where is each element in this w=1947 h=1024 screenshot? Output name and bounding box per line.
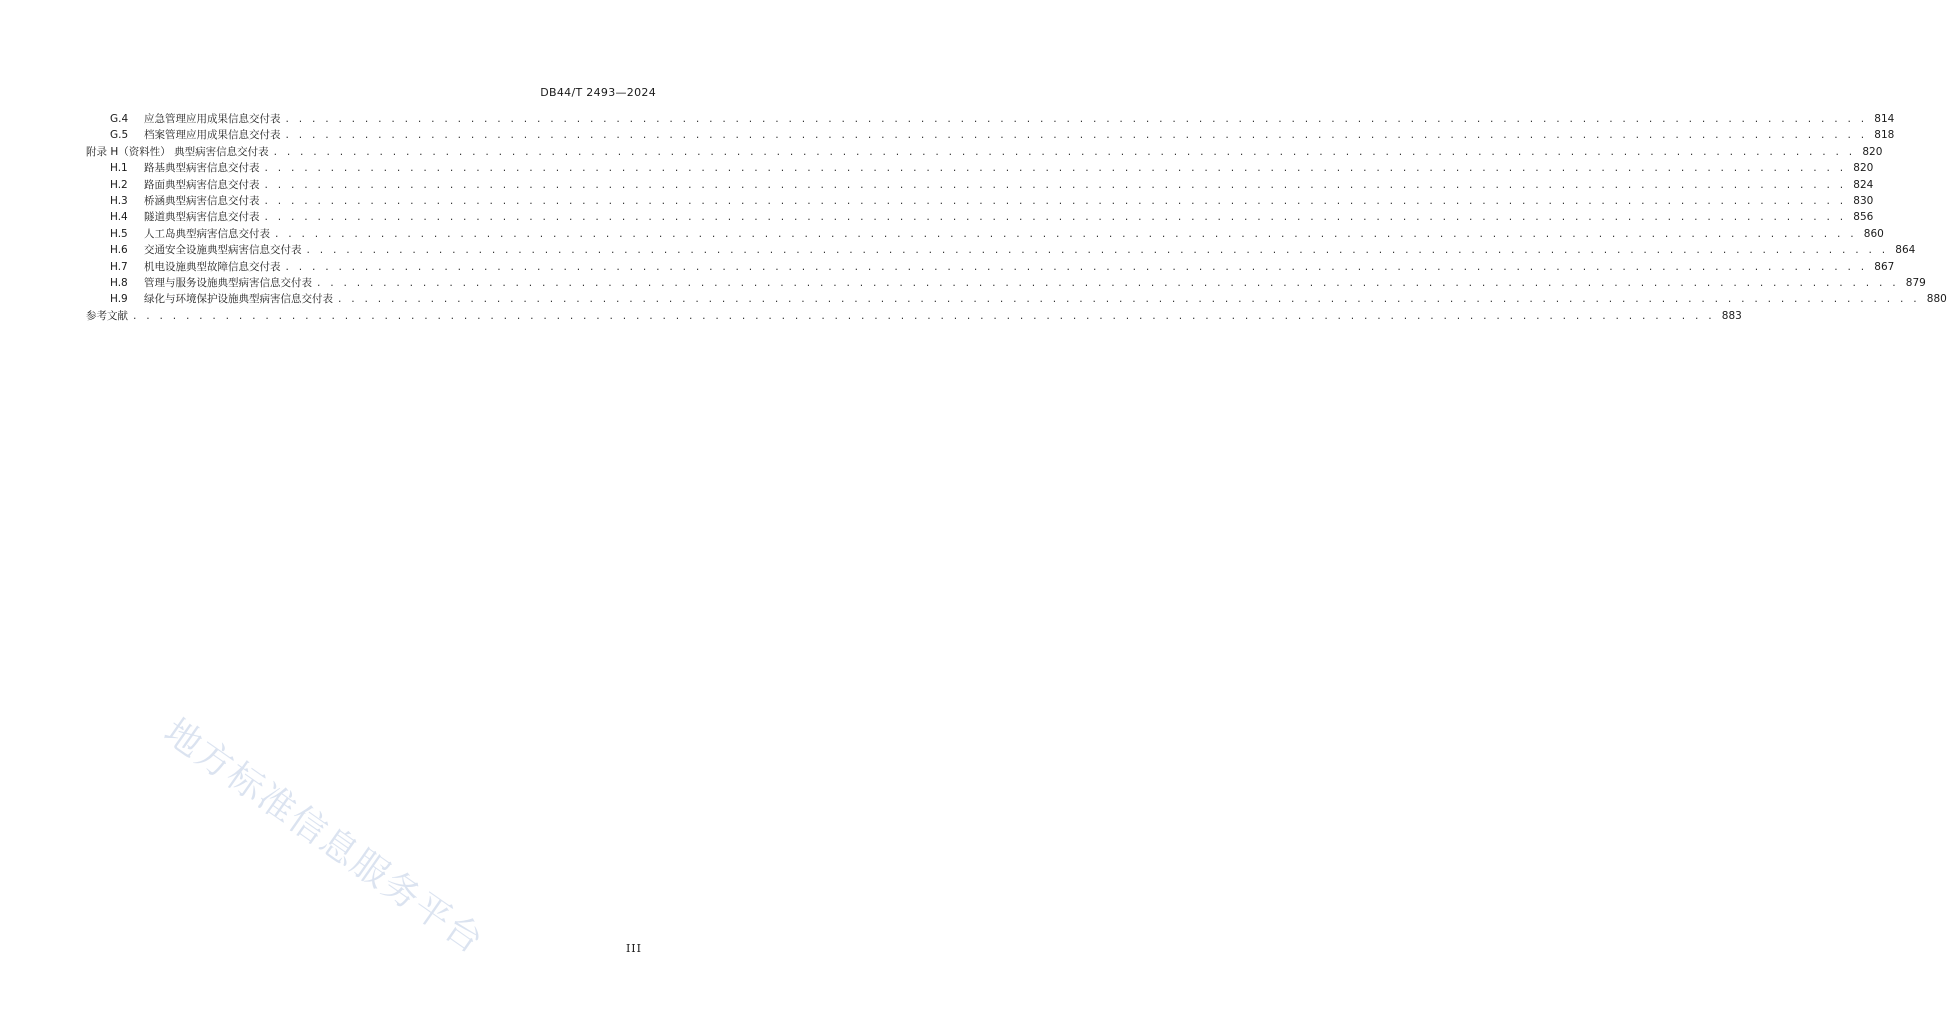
toc-leader-dots: . . . . . . . . . . . . . . . . . . . . . . . . . . . . . . . . . . . . . . . . . . . . . . . . . . . . . . . . . . . . . . . . . . . . . . . . . . . . . . . . . . . . . . . . . . . . . . . . . . . . . . . . . . . . . . . . . . . . . . . . [305,246,1888,257]
table-of-contents [86,111,1947,324]
toc-entry[interactable] [86,275,1926,291]
toc-entry[interactable] [86,177,1874,193]
toc-entry-number: H.2 [110,178,128,191]
toc-entry-title: 参考文献 [86,309,128,322]
toc-entry-title: 隧道典型病害信息交付表 [144,211,260,224]
toc-leader-dots: . . . . . . . . . . . . . . . . . . . . . . . . . . . . . . . . . . . . . . . . . . . . . . . . . . . . . . . . . . . . . . . . . . . . . . . . . . . . . . . . . . . . . . . . . . . . . . . . . . . . . . . . . . . . . . . . . . . . . . . . [274,229,1856,240]
toc-entry-number: G.5 [110,129,129,142]
watermark: 地方标准信息服务平台 [156,711,492,963]
toc-entry[interactable] [86,242,1916,258]
toc-leader-dots: . . . . . . . . . . . . . . . . . . . . . . . . . . . . . . . . . . . . . . . . . . . . . . . . . . . . . . . . . . . . . . . . . . . . . . . . . . . . . . . . . . . . . . . . . . . . . . . . . . . . . . . . . . . . . . . . . . . . . . . . [284,131,1867,142]
toc-entry[interactable] [86,209,1874,225]
toc-entry-page: 830 [1853,194,1874,207]
toc-entry-page: 860 [1863,227,1884,240]
toc-entry[interactable] [86,193,1874,209]
toc-leader-dots: . . . . . . . . . . . . . . . . . . . . . . . . . . . . . . . . . . . . . . . . . . . . . . . . . . . . . . . . . . . . . . . . . . . . . . . . . . . . . . . . . . . . . . . . . . . . . . . . . . . . . . . . . . . . . . . . . . . . . . . . [263,180,1846,191]
toc-entry-number: H.8 [110,276,128,289]
toc-entry-title: 路基典型病害信息交付表 [144,162,260,175]
toc-entry-title: 人工岛典型病害信息交付表 [144,227,270,240]
toc-entry-title: 附录 H（资料性） 典型病害信息交付表 [86,145,269,158]
toc-entry-number: H.9 [110,293,128,306]
toc-entry-title: 绿化与环境保护设施典型病害信息交付表 [144,293,333,306]
toc-entry-page: 820 [1853,162,1874,175]
toc-entry-title: 路面典型病害信息交付表 [144,178,260,191]
toc-entry-page: 880 [1926,293,1947,306]
toc-entry-number: H.7 [110,260,128,273]
toc-entry[interactable] [86,160,1874,176]
toc-entry-page: 883 [1721,309,1742,322]
toc-entry-page: 820 [1862,145,1883,158]
toc-entry-number: H.3 [110,194,128,207]
toc-entry-number: G.4 [110,113,129,125]
page-number: III [625,942,642,955]
standard-code: DB44/T 2493—2024 [540,86,656,99]
toc-entry-number: H.6 [110,244,128,257]
toc-entry[interactable] [86,226,1884,242]
toc-entry-title: 桥涵典型病害信息交付表 [144,194,260,207]
toc-leader-dots: . . . . . . . . . . . . . . . . . . . . . . . . . . . . . . . . . . . . . . . . . . . . . . . . . . . . . . . . . . . . . . . . . . . . . . . . . . . . . . . . . . . . . . . . . . . . . . . . . . . . . . . . . . . . . . . . . . . . . . . . [263,164,1846,175]
toc-leader-dots: . . . . . . . . . . . . . . . . . . . . . . . . . . . . . . . . . . . . . . . . . . . . . . . . . . . . . . . . . . . . . . . . . . . . . . . . . . . . . . . . . . . . . . . . . . . . . . . . . . . . . . . . . . . . . . . . . . . . . . . . [263,213,1846,224]
toc-entry-number: H.5 [110,227,128,240]
toc-entry-page: 864 [1895,244,1916,257]
toc-leader-dots: . . . . . . . . . . . . . . . . . . . . . . . . . . . . . . . . . . . . . . . . . . . . . . . . . . . . . . . . . . . . . . . . . . . . . . . . . . . . . . . . . . . . . . . . . . . . . . . . . . . . . . . . . . . . . . . . . . . . . . . . [316,278,1898,289]
toc-entry[interactable] [86,144,1883,160]
toc-entry-title: 档案管理应用成果信息交付表 [144,129,281,142]
toc-leader-dots: . . . . . . . . . . . . . . . . . . . . . . . . . . . . . . . . . . . . . . . . . . . . . . . . . . . . . . . . . . . . . . . . . . . . . . . . . . . . . . . . . . . . . . . . . . . . . . . . . . . . . . . . . . . . . . . . . . . . . . . . [132,311,1714,322]
toc-entry[interactable] [86,308,1742,324]
toc-leader-dots: . . . . . . . . . . . . . . . . . . . . . . . . . . . . . . . . . . . . . . . . . . . . . . . . . . . . . . . . . . . . . . . . . . . . . . . . . . . . . . . . . . . . . . . . . . . . . . . . . . . . . . . . . . . . . . . . . . . . . . . . [284,115,1867,125]
toc-entry-title: 交通安全设施典型病害信息交付表 [144,244,302,257]
toc-entry-title: 机电设施典型故障信息交付表 [144,260,281,273]
toc-entry-title: 管理与服务设施典型病害信息交付表 [144,276,312,289]
toc-entry-page: 814 [1874,113,1895,125]
toc-entry-page: 867 [1874,260,1895,273]
toc-entry[interactable] [86,111,1895,127]
toc-entry-title: 应急管理应用成果信息交付表 [144,113,281,125]
toc-leader-dots: . . . . . . . . . . . . . . . . . . . . . . . . . . . . . . . . . . . . . . . . . . . . . . . . . . . . . . . . . . . . . . . . . . . . . . . . . . . . . . . . . . . . . . . . . . . . . . . . . . . . . . . . . . . . . . . . . . . . . . . . [337,295,1919,306]
toc-entry-page: 818 [1874,129,1895,142]
toc-leader-dots: . . . . . . . . . . . . . . . . . . . . . . . . . . . . . . . . . . . . . . . . . . . . . . . . . . . . . . . . . . . . . . . . . . . . . . . . . . . . . . . . . . . . . . . . . . . . . . . . . . . . . . . . . . . . . . . . . . . . . . . . [263,196,1846,207]
toc-entry[interactable] [86,127,1895,143]
toc-leader-dots: . . . . . . . . . . . . . . . . . . . . . . . . . . . . . . . . . . . . . . . . . . . . . . . . . . . . . . . . . . . . . . . . . . . . . . . . . . . . . . . . . . . . . . . . . . . . . . . . . . . . . . . . . . . . . . . . . . . . . . . . [272,147,1855,158]
toc-entry-number: H.4 [110,211,128,224]
toc-leader-dots: . . . . . . . . . . . . . . . . . . . . . . . . . . . . . . . . . . . . . . . . . . . . . . . . . . . . . . . . . . . . . . . . . . . . . . . . . . . . . . . . . . . . . . . . . . . . . . . . . . . . . . . . . . . . . . . . . . . . . . . . [284,262,1867,273]
toc-entry[interactable] [86,291,1947,307]
toc-entry-number: H.1 [110,162,128,175]
toc-entry-page: 824 [1853,178,1874,191]
toc-entry-page: 856 [1853,211,1874,224]
toc-entry[interactable] [86,259,1895,275]
toc-entry-page: 879 [1905,276,1926,289]
